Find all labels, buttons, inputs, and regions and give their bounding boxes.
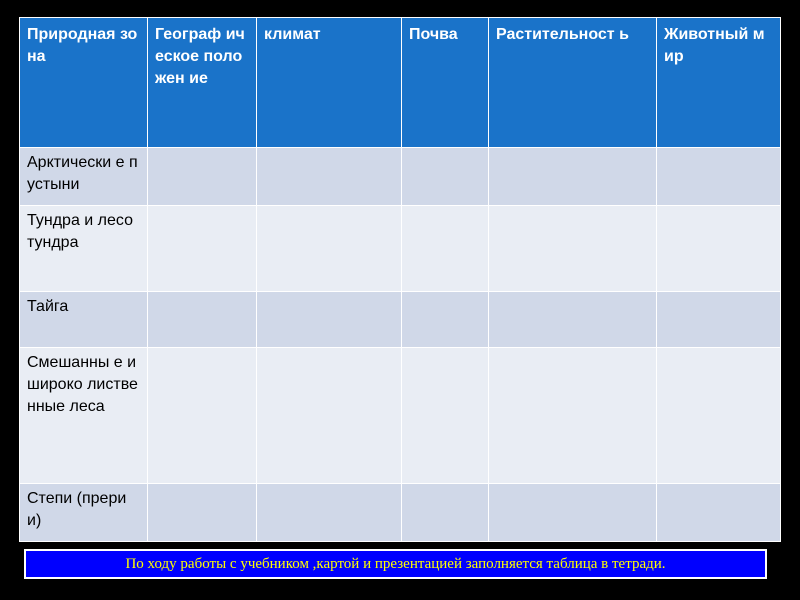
header-climate: климат: [257, 18, 402, 148]
table-cell[interactable]: [489, 348, 657, 484]
table-cell[interactable]: [148, 348, 257, 484]
table-row: [20, 292, 781, 348]
table-cell[interactable]: [148, 292, 257, 348]
table-cell[interactable]: [257, 484, 402, 542]
table-cell[interactable]: [148, 484, 257, 542]
table-row: [20, 148, 781, 206]
table-cell[interactable]: [148, 206, 257, 292]
table-cell[interactable]: [489, 292, 657, 348]
table-cell[interactable]: [657, 206, 781, 292]
table-cell[interactable]: [402, 148, 489, 206]
table-cell[interactable]: [257, 148, 402, 206]
table-cell[interactable]: [489, 206, 657, 292]
table-cell[interactable]: [148, 148, 257, 206]
table-cell[interactable]: [402, 348, 489, 484]
table-cell[interactable]: [657, 292, 781, 348]
table-row: [20, 348, 781, 484]
table-cell[interactable]: [489, 148, 657, 206]
table-cell[interactable]: [257, 292, 402, 348]
table-row: [20, 206, 781, 292]
table-header-row: [20, 18, 781, 148]
row-zone-label: Тундра и лесотундра: [20, 206, 148, 292]
table-cell[interactable]: [257, 348, 402, 484]
table-cell[interactable]: [489, 484, 657, 542]
table-row: [20, 484, 781, 542]
row-zone-label: Арктически е пустыни: [20, 148, 148, 206]
header-zone: Природная зона: [20, 18, 148, 148]
table-cell[interactable]: [257, 206, 402, 292]
row-zone-label: Степи (прерии): [20, 484, 148, 542]
table-cell[interactable]: [657, 148, 781, 206]
header-animals: Животный мир: [657, 18, 781, 148]
row-zone-label: Смешанны е и широко лиственные леса: [20, 348, 148, 484]
header-location: Географ ическое положен ие: [148, 18, 257, 148]
header-vegetation: Растительност ь: [489, 18, 657, 148]
table-cell[interactable]: [402, 292, 489, 348]
zones-table-container: [19, 17, 780, 541]
row-zone-label: Тайга: [20, 292, 148, 348]
table-cell[interactable]: [402, 206, 489, 292]
instruction-caption: По ходу работы с учебником ,картой и презентацией заполняется таблица в тетради.: [24, 549, 767, 579]
natural-zones-table: [19, 17, 781, 542]
table-cell[interactable]: [657, 348, 781, 484]
header-soil: Почва: [402, 18, 489, 148]
table-cell[interactable]: [657, 484, 781, 542]
table-cell[interactable]: [402, 484, 489, 542]
